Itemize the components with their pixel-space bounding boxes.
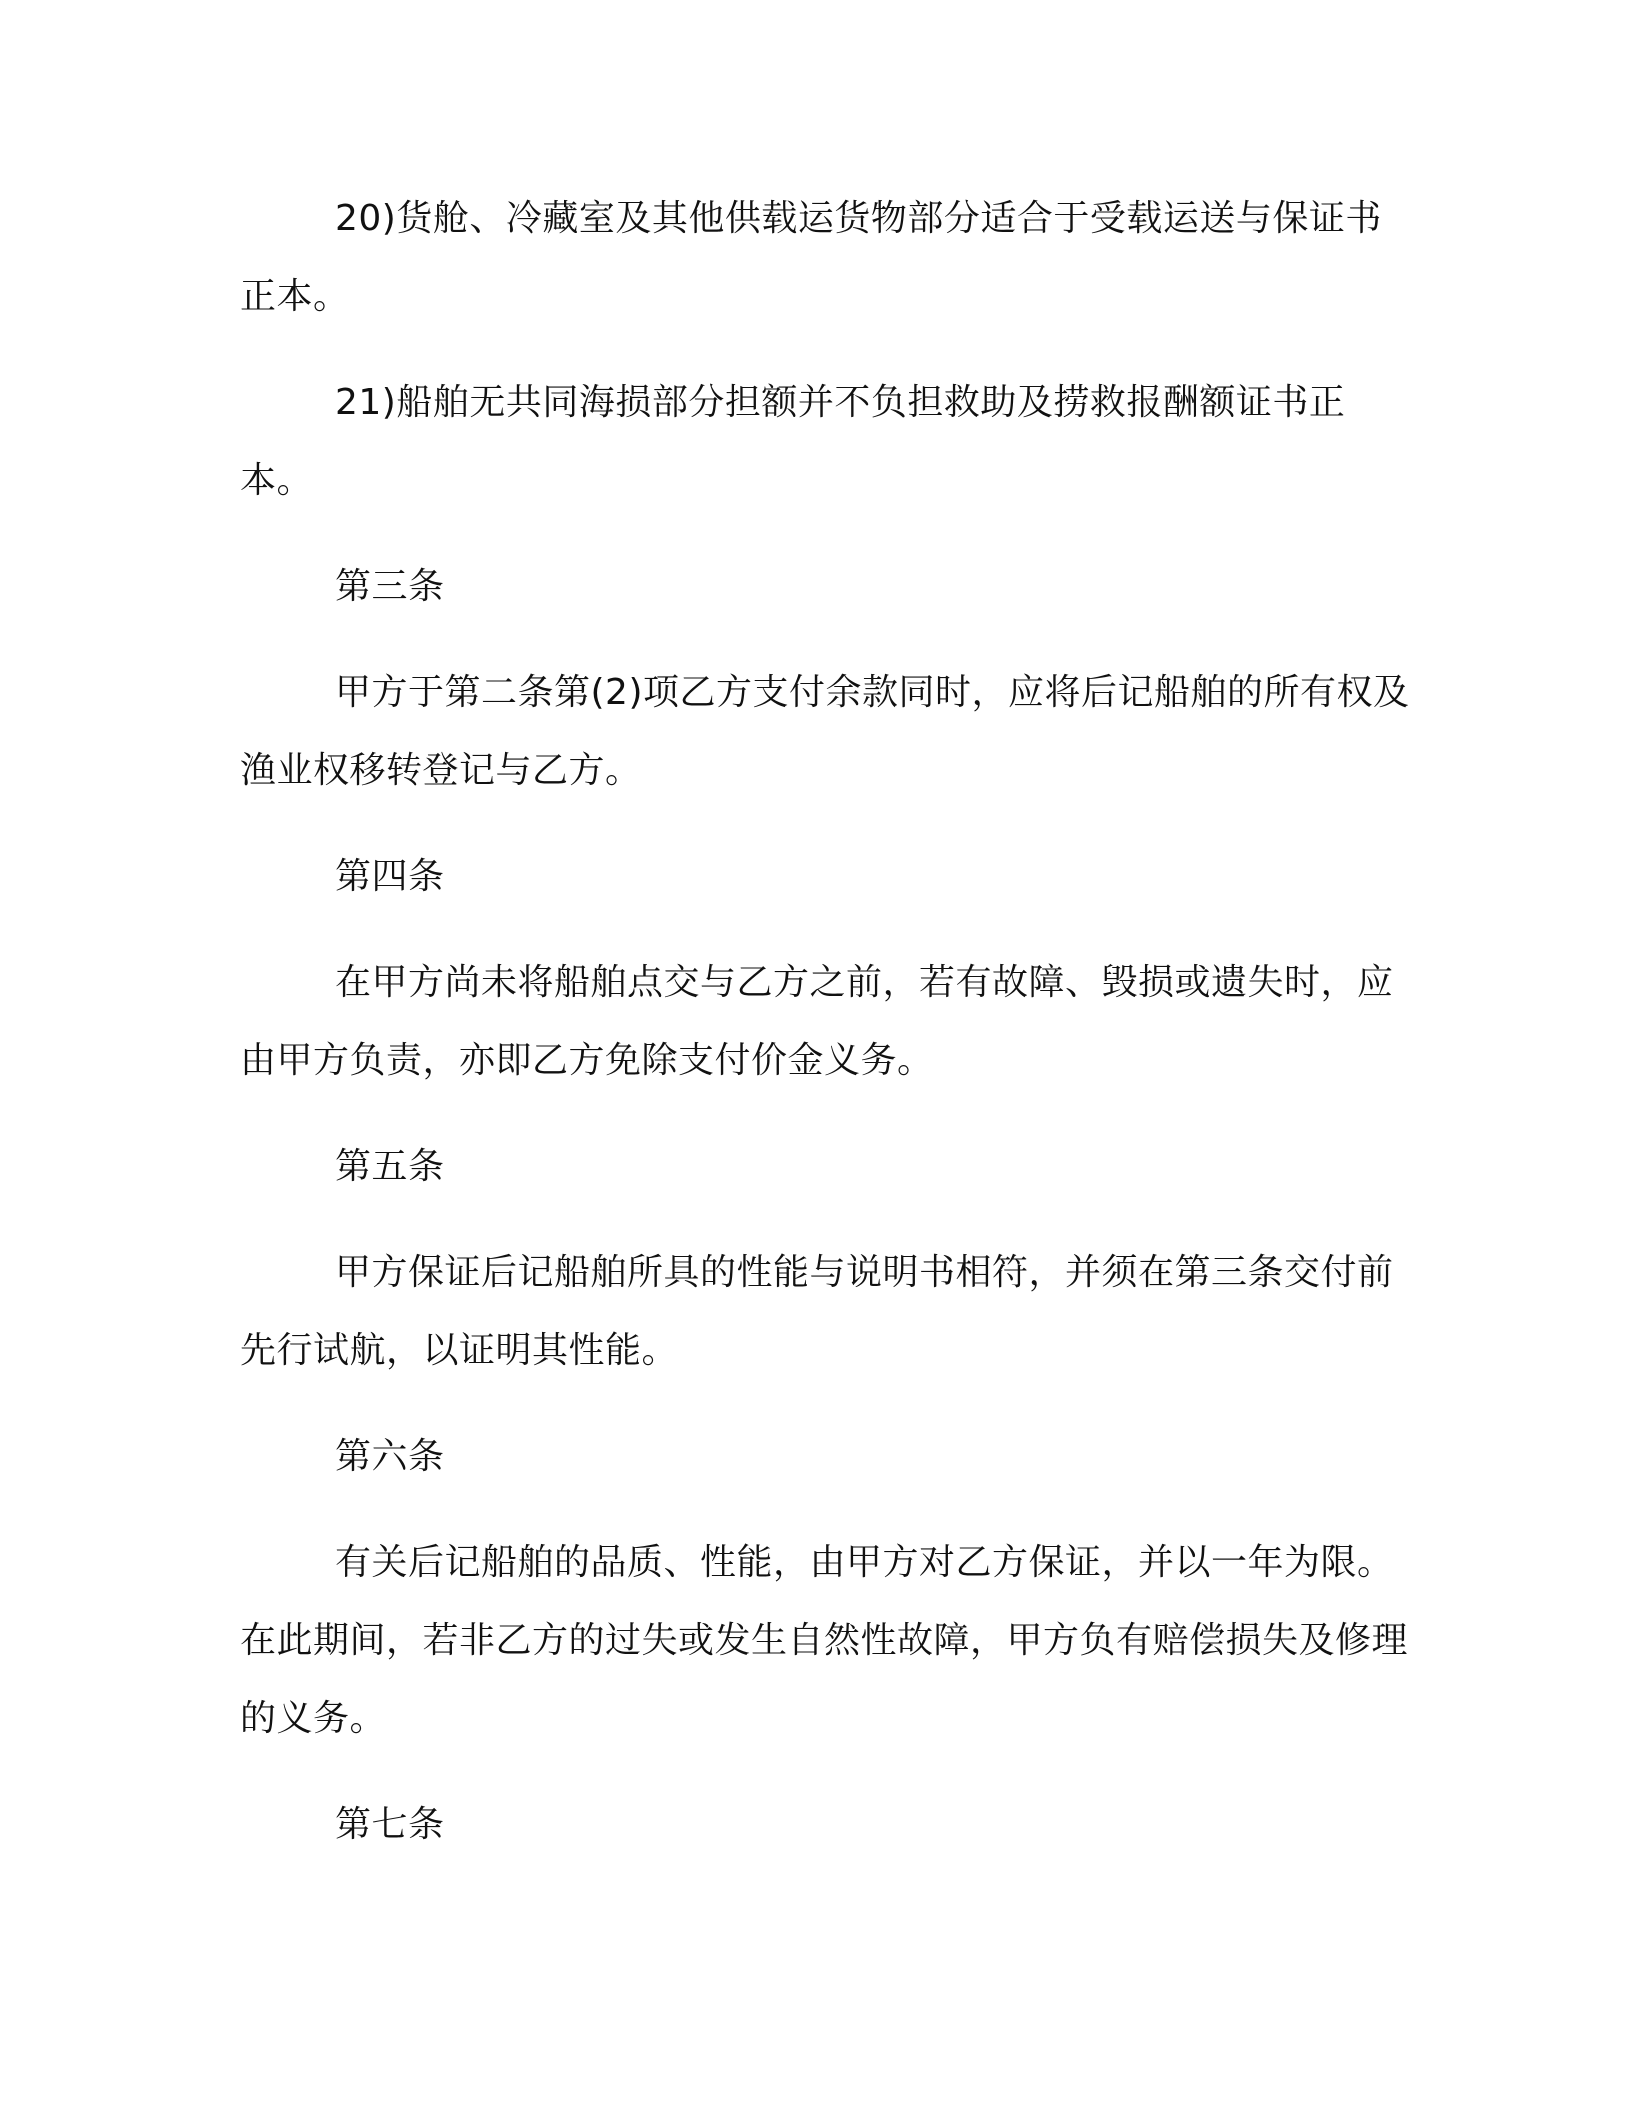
article-6-text: 有关后记船舶的品质、性能，由甲方对乙方保证，并以一年为限。在此期间，若非乙方的过失或发生自然性故障，甲方负有赔偿损失及修理的义务。 [240, 1542, 1409, 1739]
article-heading-7: 第七条 [335, 1804, 445, 1845]
article-heading-3: 第三条 [335, 566, 445, 607]
document-body [240, 180, 1410, 1892]
paragraph-item-21: 21)船舶无共同海损部分担额并不负担救助及捞救报酬额证书正本。 [240, 382, 1346, 501]
article-heading-5: 第五条 [335, 1146, 445, 1187]
article-heading-4: 第四条 [335, 856, 445, 897]
article-3-text: 甲方于第二条第(2)项乙方支付余款同时，应将后记船舶的所有权及渔业权移转登记与乙方。 [240, 672, 1410, 791]
article-4-text: 在甲方尚未将船舶点交与乙方之前，若有故障、毁损或遗失时，应由甲方负责，亦即乙方免除支付价金义务。 [240, 962, 1394, 1081]
article-5-text: 甲方保证后记船舶所具的性能与说明书相符，并须在第三条交付前先行试航，以证明其性能。 [240, 1252, 1394, 1371]
paragraph-item-20: 20)货舱、冷藏室及其他供载运货物部分适合于受载运送与保证书正本。 [240, 198, 1382, 317]
article-heading-6: 第六条 [335, 1436, 445, 1477]
